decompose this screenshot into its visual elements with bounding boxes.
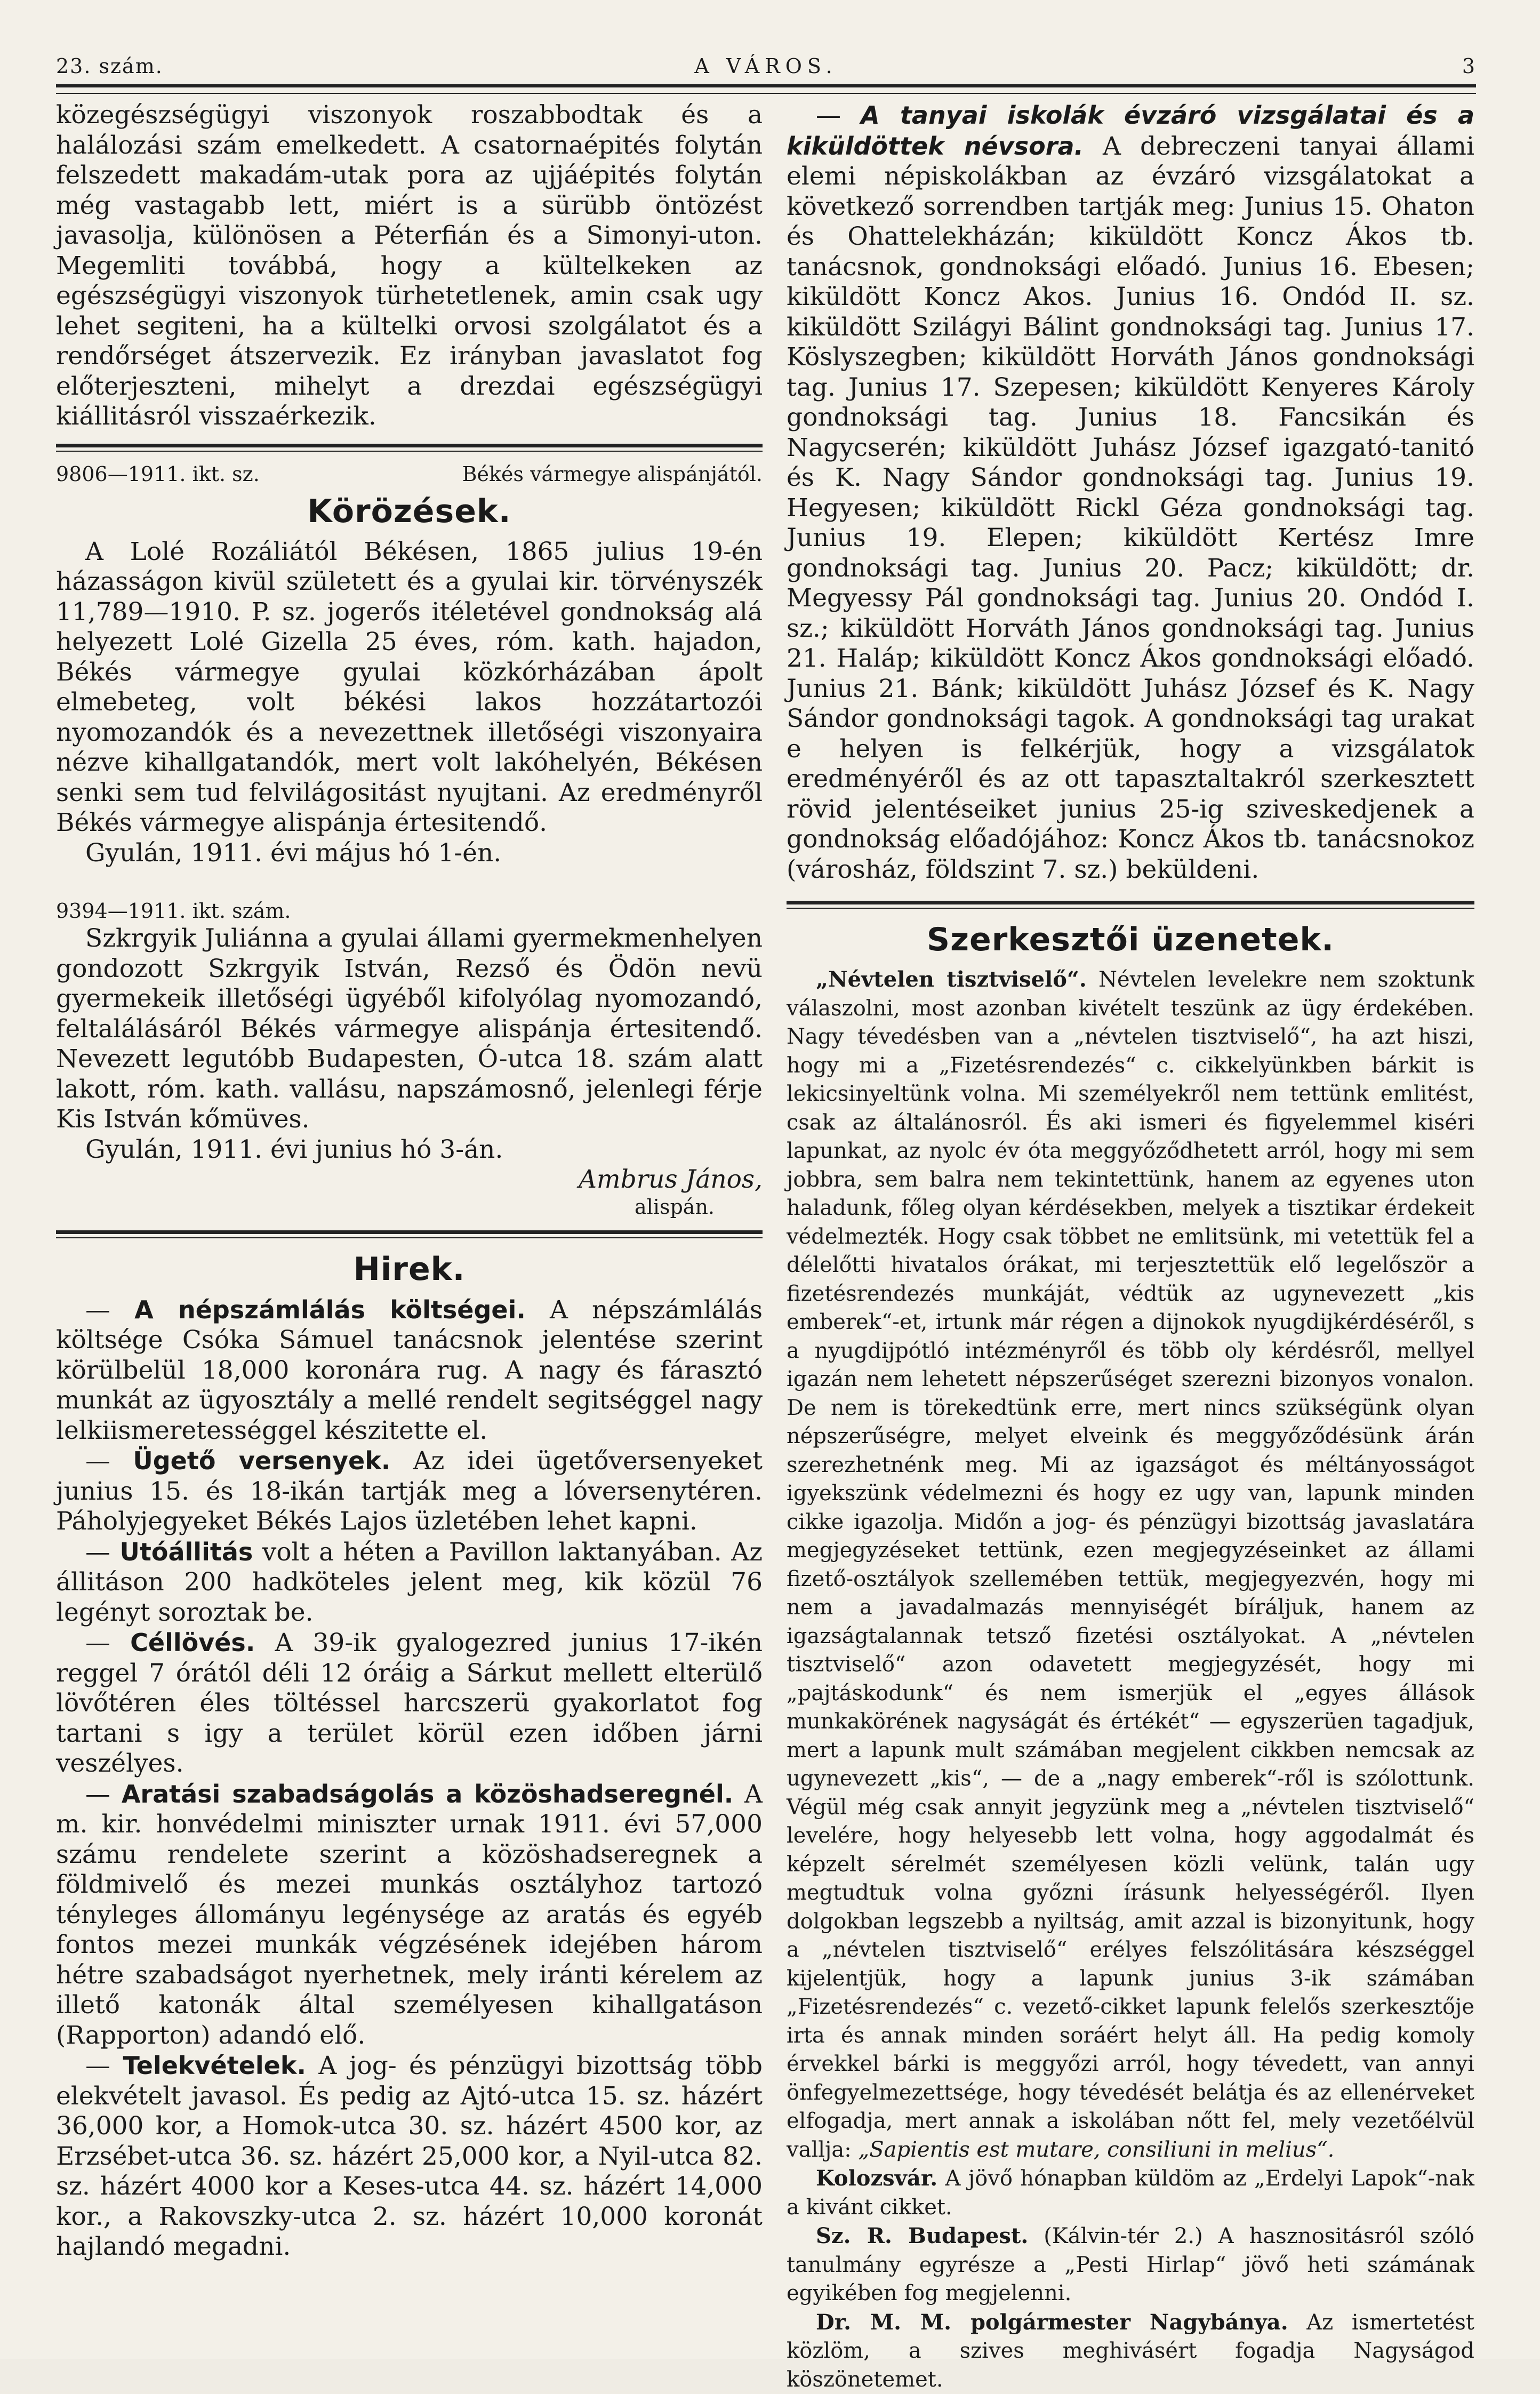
news-item-text: A 39-ik gyalogezred junius 17-ikén reggel 7 órától déli 12 óráig a Sárkut mellett elterülő lövőtéren éles töltéssel harcszerü gyakorlatot fog tartani s igy a terület körül ezen időben járni veszélyes. (56, 1628, 763, 1778)
news-item-lead: Céllövés. (130, 1628, 255, 1657)
editor-message-text: Névtelen levelekre nem szoktunk válaszolni, most azonban kivételt teszünk az ügy érdekében. Nagy tévedésben van a „névtelen tisztviselő“, ha azt hiszi, hogy mi a „Fizetésrendezés“ c. cikkelyünkben bárkit is lekicsinyeltünk volna. Mi személyekről nem tettünk emlitést, csak az általánosról. És aki ismeri és figyelemmel kiséri lapunkat, az nyolc év óta meggyőződhetett arról, hogy mi sem jobbra, sem balra nem tekintettünk, hanem az egyenes uton haladunk, főleg olyan kérdésekben, melyek a tisztikar érdekeit védelmezték. Hogy csak többet ne emlitsünk, mi vetettük fel a délelőtti hivatalos órákat, mi terjesztettük elő legelőször a fizetésrendezés munkáját, védtük az ugynevezett „kis emberek“-et, irtunk már régen a dijnokok nyugdijkérdéséről, s a nyugdijpótló intézményről és több oly kérdésről, mellyel igazán nem lehetett népszerűséget szerezni bizonyos vonalon. De nem is törekedtünk erre, mert nincs szükségünk olyan népszerűségre, melyet elveink és meggyőződésünk árán szerezhetnénk meg. Mi az igazságot és méltányosságot igyekszünk védelmezni és hogy ez ugy van, lapunk minden cikke igazolja. Midőn a jog- és pénzügyi bizottság javaslatára megjegyzéseket tettünk, ezen megjegyzéseinket az állami fizető-osztályok szellemében tettük, megjegyezvén, hogy mi nem a javadalmazás mennyiségét bíráljuk, hanem az igazságtalannak tetsző fizetési osztályokat. A „névtelen tisztviselő“ azon odavetett megjegyzését, hogy mi „pajtáskodunk“ és nem ismerjük el „egyes állások munkakörének nagyságát és értékét“ — egyszerüen tagadjuk, mert a lapunk mult számában megjelent cikkben nemcsak az ugynevezett „kis“, — de a „nagy emberek“-ről is szólottunk. Végül még csak annyit jegyzünk meg a „névtelen tisztviselő“ levelére, hogy helyesebb lett volna, hogy aggodalmát és képzelt sérelmét személyesen közli velünk, talán ugy megtudtuk volna győzni írásunk helyességéről. Ilyen dolgokban legszebb a nyiltság, amit azzal is bizonyitunk, hogy a „névtelen tisztviselő“ erélyes felszólitására készséggel kijelentjük, hogy a lapunk junius 3-ik számában „Fizetésrendezés“ c. vezető-cikket lapunk felelős szerkesztője irta és annak minden soráért helyt áll. Ha pedig komoly érvekkel bárki is meggyőzi arról, hogy tévedett, van annyi önfegyelmezettsége, hogy tévedését belátja és az ellenérveket elfogadja, mert annak a iskolában nőtt fel, mely vezetőélvül vallja: (787, 967, 1474, 2162)
news-item: — Aratási szabadságolás a közöshadseregnél. A m. kir. honvédelmi miniszter urnak 1911. évi 57,000 számu rendelete szerint a közöshadseregnek a földmivelő és mezei munkás osztályhoz tartozó tényleges állományu legénysége az aratás és egyéb fontos mezei munkák végzésének idejében három hétre szabadságot nyerhetnek, mely iránti kérelem az illető katonák által személyesen kihallgatáson (Rapporton) adandó elő. (56, 1779, 763, 2051)
news-item-lead: A népszámlálás költségei. (134, 1295, 526, 1324)
editor-message-lead: Dr. M. M. polgármester Nagybánya. (816, 2310, 1288, 2335)
news-item: — Telekvételek. A jog- és pénzügyi bizottság több elekvételt javasol. És pedig az Ajtó-utca 15. sz. házért 36,000 kor, a Homok-utca 30. sz. házért 4500 kor, az Erzsébet-utca 36. sz. házért 25,000 kor, a Nyil-utca 82. sz. házért 4000 kor a Keses-utca 44. sz. házért 14,000 kor., a Rakovszky-utca 2. sz. házért 10,000 koronát hajlandó megadni. (56, 2051, 763, 2262)
school-exams-lead: A tanyai iskolák évzáró vizsgálatai és a kiküldöttek névsora. (787, 101, 1474, 161)
news-item-text: volt a héten a Pavillon laktanyában. Az állitáson 200 hadköteles jelent meg, kik közül 76 legényt soroztak be. (56, 1538, 763, 1627)
news-item-text: A népszámlálás költsége Csóka Sámuel tanácsnok jelentése szerint körülbelül 18,000 koronára rug. A nagy és fárasztó munkát az ügyosztály a mellé rendelt segitséggel nagy lelkiismeretességgel készitette el. (56, 1295, 763, 1445)
editor-message-lead: „Névtelen tisztviselő“. (816, 967, 1087, 992)
notice-date: Gyulán, 1911. évi junius hó 3-án. (56, 1135, 763, 1165)
section-divider (56, 1230, 763, 1238)
editor-message (787, 2308, 1474, 2394)
section-heading-hirek: Hirek. (56, 1248, 763, 1291)
editor-message-lead: Sz. R. Budapest. (816, 2223, 1028, 2248)
news-item: — Ügető versenyek. Az idei ügetőversenyeket junius 15. és 18-ikán tartják meg a lóversenytéren. Páholyjegyeket Békés Lajos üzletében lehet kapni. (56, 1446, 763, 1537)
editor-message (787, 965, 1474, 2164)
section-heading-korozesek: Körözések. (56, 490, 763, 533)
news-item-lead: Aratási szabadságolás a közöshadseregnél. (122, 1780, 733, 1808)
notice-number: 9394—1911. ikt. szám. (56, 898, 763, 924)
notice-body: Szkrgyik Juliánna a gyulai állami gyermekmenhelyen gondozott Szkrgyik István, Rezső és Ödön nevü gyermekeik illetőségi ügyéből kifolyólag nyomozandó, feltalálásáról Békés vármegye alispánja értesitendő. Nevezett legutóbb Budapesten, Ó-utca 18. szám alatt lakott, róm. kath. vallásu, napszámosnő, jelenlegi férje Kis István kőmüves. (56, 924, 763, 1135)
health-paragraph: közegészségügyi viszonyok roszabbodtak és a halálozási szám emelkedett. A csatornaépités folytán felszedett makadám-utak pora az ujjáépités folytán még vastagabb lett, miért is a sürübb öntözést javasolja, különösen a Péterfián és a Simonyi-uton. Megemliti továbbá, hogy a kültelkeken az egészségügyi viszonyok türhetetlenek, amin csak ugy lehet segiteni, ha a kültelki orvosi szolgálatot és a rendőrséget átszervezik. Ez irányban javaslatot fog előterjeszteni, mihelyt a drezdai egészségügyi kiállitásról visszaérkezik. (56, 100, 763, 432)
editor-message-motto: „Sapientis est mutare, consiliuni in melius“. (858, 2137, 1334, 2162)
editor-message-text: Az ismertetést közlöm, a szives meghivásért fogadja Nagyságod köszönetemet. (787, 2310, 1474, 2392)
school-exams-text: A debreczeni tanyai állami elemi népiskolákban az évzáró vizsgálatokat a következő sorrendben tartják meg: Junius 15. Ohaton és Ohattelekházán; kiküldött Koncz Ákos tb. tanácsnok, gondnoksági előadó. Junius 16. Ebesen; kiküldött Koncz Akos. Junius 16. Ondód II. sz. kiküldött Szilágyi Bálint gondnoksági tag. Junius 17. Köslyszegben; kiküldött Horváth János gondnoksági tag. Junius 17. Szepesen; kiküldött Kenyeres Károly gondnoksági tag. Junius 18. Fancsikán és Nagycserén; kiküldött Juhász József igazgató-tanitó és K. Nagy Sándor gondnoksági tag. Junius 19. Hegyesen; kiküldött Rickl Géza gondnoksági tag. Junius 19. Elepen; kiküldött Kertész Imre gondnoksági tag. Junius 20. Pacz; kiküldött; dr. Megyessy Pál gondnoksági tag. Junius 20. Ondód I. sz.; kiküldött Horváth János gondnoksági tag. Junius 21. Haláp; kiküldött Koncz Ákos gondnoksági előadó. Junius 21. Bánk; kiküldött Juhász József és K. Nagy Sándor gondnoksági tagok. A gondnoksági tag urakat e helyen is felkérjük, hogy a vizsgálatok eredményéről és az ott tapasztaltakról szerkesztett rövid jelentéseiket junius 25-ig sziveskedjenek a gondnokság előadójához: Koncz Ákos tb. tanácsnokoz (városház, földszint 7. sz.) beküldeni. (787, 132, 1474, 884)
newspaper-title: A VÁROS. (56, 54, 1476, 78)
news-item: — Céllövés. A 39-ik gyalogezred junius 17-ikén reggel 7 órától déli 12 óráig a Sárkut mellett elterülő lövőtéren éles töltéssel harcszerü gyakorlatot fog tartani s igy a terület körül ezen időben járni veszélyes. (56, 1628, 763, 1779)
right-column (787, 100, 1474, 2394)
notice-source: Békés vármegye alispánjától. (462, 461, 763, 487)
news-item-lead: Ügető versenyek. (133, 1446, 390, 1475)
issue-number: 23. szám. (56, 54, 163, 78)
section-divider (56, 444, 763, 452)
news-item-lead: Telekvételek. (123, 2051, 306, 2080)
editor-message-lead: Kolozsvár. (816, 2166, 937, 2191)
notice-meta (56, 461, 763, 487)
signature-role: alispán. (56, 1195, 763, 1219)
news-item-text: A jog- és pénzügyi bizottság több elekvételt javasol. És pedig az Ajtó-utca 15. sz. házért 36,000 kor, a Homok-utca 30. sz. házért 4500 kor, az Erzsébet-utca 36. sz. házért 25,000 kor, a Nyil-utca 82. sz. házért 4000 kor a Keses-utca 44. sz. házért 14,000 kor., a Rakovszky-utca 2. sz. házért 10,000 koronát hajlandó megadni. (56, 2051, 763, 2261)
page-header (56, 49, 1476, 86)
page-number: 3 (1462, 54, 1476, 78)
news-item-text: A m. kir. honvédelmi miniszter urnak 1911. évi 57,000 számu rendelete szerint a közöshadseregnek a földmivelő és mezei munkás osztályhoz tartozó tényleges állományu legénysége az aratás és egyéb fontos mezei munkák végzésének idejében három hétre szabadságot nyerhetnek, mely iránti kérelem az illető katonák által személyesen kihallgatáson (Rapporton) adandó elő. (56, 1780, 763, 2050)
news-item: — A népszámlálás költségei. A népszámlálás költsége Csóka Sámuel tanácsnok jelentése szerint körülbelül 18,000 koronára rug. A nagy és fárasztó munkát az ügyosztály a mellé rendelt segitséggel nagy lelkiismeretességgel készitette el. (56, 1295, 763, 1446)
header-rule (56, 84, 1476, 94)
section-heading-szerkesztoi: Szerkesztői üzenetek. (787, 918, 1474, 961)
news-item-lead: Utóállitás (120, 1538, 253, 1566)
editor-message-text: (Kálvin-tér 2.) A hasznositásról szóló tanulmány egyrésze a „Pesti Hirlap“ jövő heti számának egyikében fog megjelenni. (787, 2224, 1474, 2305)
notice-date: Gyulán, 1911. évi május hó 1-én. (56, 838, 763, 869)
signature: Ambrus János, (56, 1165, 763, 1195)
left-column (56, 100, 763, 2262)
editor-message-text: A jövő hónapban küldöm az „Erdelyi Lapok“-nak a kivánt cikket. (787, 2166, 1474, 2220)
school-exams-item: — A tanyai iskolák évzáró vizsgálatai és a kiküldöttek névsora. A debreczeni tanyai állami elemi népiskolákban az évzáró vizsgálatokat a következő sorrendben tartják meg: Junius 15. Ohaton és Ohattelekházán; kiküldött Koncz Ákos tb. tanácsnok, gondnoksági előadó. Junius 16. Ebesen; kiküldött Koncz Akos. Junius 16. Ondód II. sz. kiküldött Szilágyi Bálint gondnoksági tag. Junius 17. Köslyszegben; kiküldött Horváth János gondnoksági tag. Junius 17. Szepesen; kiküldött Kenyeres Károly gondnoksági tag. Junius 18. Fancsikán és Nagycserén; kiküldött Juhász József igazgató-tanitó és K. Nagy Sándor gondnoksági tag. Junius 19. Hegyesen; kiküldött Rickl Géza gondnoksági tag. Junius 19. Elepen; kiküldött Kertész Imre gondnoksági tag. Junius 20. Pacz; kiküldött; dr. Megyessy Pál gondnoksági tag. Junius 20. Ondód I. sz.; kiküldött Horváth János gondnoksági tag. Junius 21. Haláp; kiküldött Koncz Ákos gondnoksági előadó. Junius 21. Bánk; kiküldött Juhász József és K. Nagy Sándor gondnoksági tagok. A gondnoksági tag urakat e helyen is felkérjük, hogy a vizsgálatok eredményéről és az ott tapasztaltakról szerkesztett rövid jelentéseiket junius 25-ig sziveskedjenek a gondnokság előadójához: Koncz Ákos tb. tanácsnokoz (városház, földszint 7. sz.) beküldeni. (787, 100, 1474, 885)
news-item-text: Az idei ügetőversenyeket junius 15. és 18-ikán tartják meg a lóversenytéren. Páholyjegyeket Békés Lajos üzletében lehet kapni. (56, 1446, 763, 1536)
notice-number: 9806—1911. ikt. sz. (56, 461, 260, 487)
notice-body: A Lolé Rozáliától Békésen, 1865 julius 19-én házasságon kivül született és a gyulai kir. törvényszék 11,789—1910. P. sz. jogerős itéletével gondnokság alá helyezett Lolé Gizella 25 éves, róm. kath. hajadon, Békés vármegye gyulai közkórházában ápolt elmebeteg, volt békési lakos hozzátartozói nyomozandók és a nevezettnek illetőségi viszonyaira nézve kihallgatandók, mert volt lakóhelyén, Békésen senki sem tud felvilágositást nyujtani. Az eredményről Békés vármegye alispánja értesitendő. (56, 537, 763, 838)
editor-message (787, 2164, 1474, 2222)
section-divider (787, 901, 1474, 909)
editor-message (787, 2222, 1474, 2308)
news-item: — Utóállitás volt a héten a Pavillon laktanyában. Az állitáson 200 hadköteles jelent meg, kik közül 76 legényt soroztak be. (56, 1537, 763, 1628)
